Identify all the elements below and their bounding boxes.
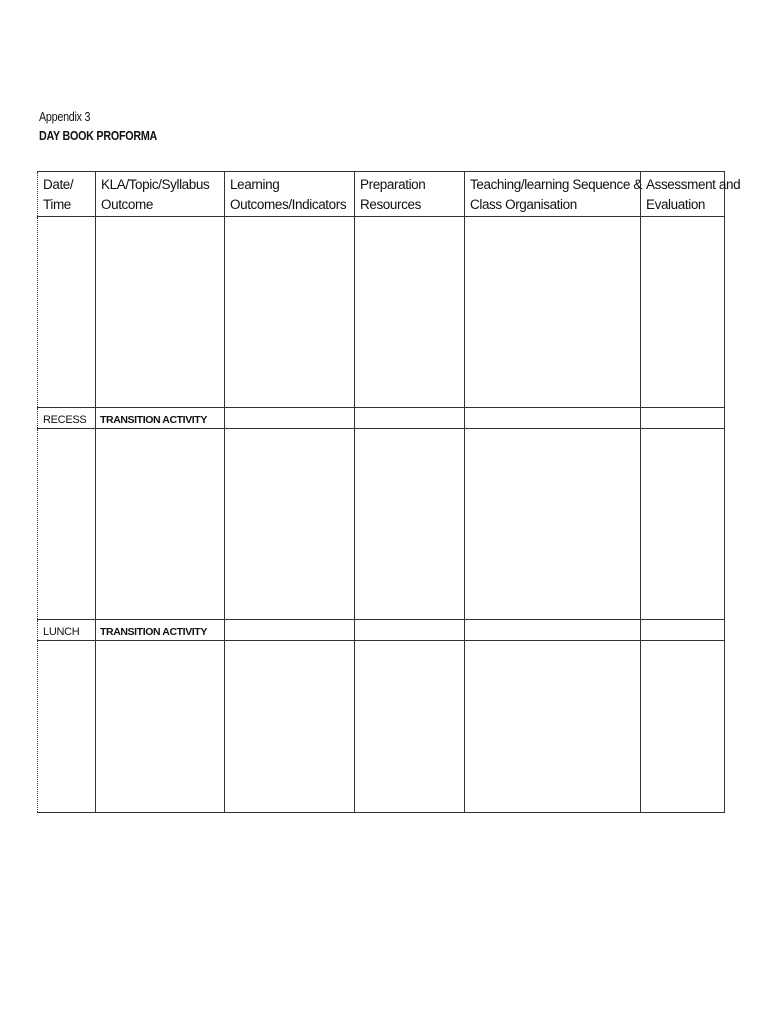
table-cell [355,429,465,620]
lunch-label: LUNCH [43,626,80,638]
table-cell [465,217,641,408]
table-cell [641,620,725,641]
table-cell [355,408,465,429]
recess-cell [38,408,96,429]
table-cell [465,620,641,641]
table-cell [38,217,96,408]
table-cell [355,641,465,813]
table-cell [641,429,725,620]
table-header-row [38,172,725,217]
table-cell [96,429,225,620]
recess-label: RECESS [43,414,87,426]
table-cell [465,429,641,620]
table-cell [465,641,641,813]
day-book-table [37,171,741,813]
table-row [38,641,725,813]
table-cell [355,217,465,408]
header-date-time: Date/ Time [38,172,96,217]
table-row [38,429,725,620]
table-cell [225,429,355,620]
lunch-row [38,620,725,641]
transition-cell [96,620,225,641]
table-cell [641,408,725,429]
table-cell [38,429,96,620]
recess-row [38,408,725,429]
table-cell [641,641,725,813]
table-cell [38,641,96,813]
table-cell [225,408,355,429]
header-teaching-sequence: Teaching/learning Sequence & Class Organisation [465,172,641,217]
transition-cell [96,408,225,429]
table-cell [225,620,355,641]
table-cell [355,620,465,641]
document-heading [39,108,157,146]
header-kla-topic: KLA/Topic/Syllabus Outcome [96,172,225,217]
appendix-label: Appendix 3 [39,110,91,124]
transition-activity-label: TRANSITION ACTIVITY [100,414,207,426]
header-preparation: Preparation Resources [355,172,465,217]
table-cell [465,408,641,429]
table-cell [225,217,355,408]
document-title: DAY BOOK PROFORMA [39,129,158,143]
transition-activity-label: TRANSITION ACTIVITY [100,626,207,638]
table-cell [225,641,355,813]
table-row [38,217,725,408]
table-cell [96,641,225,813]
lunch-cell [38,620,96,641]
header-assessment: Assessment and Evaluation [641,172,725,217]
table-cell [96,217,225,408]
table-cell [641,217,725,408]
header-learning-outcomes: Learning Outcomes/Indicators [225,172,355,217]
